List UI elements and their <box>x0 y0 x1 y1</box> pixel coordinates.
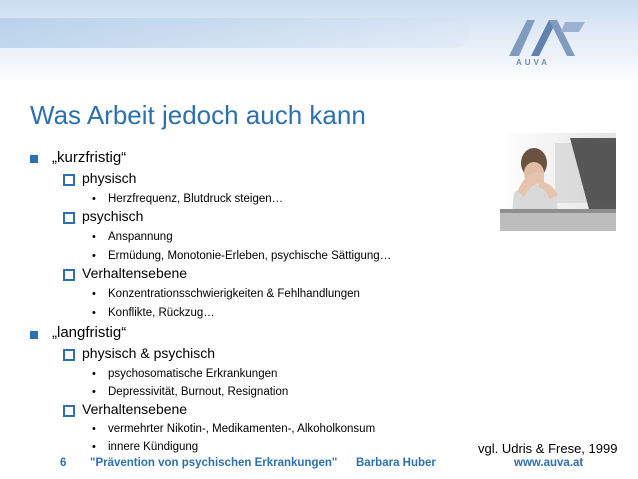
bullet-dot-icon: • <box>92 193 96 205</box>
hollow-square-icon <box>63 269 75 281</box>
detail-text: vermehrter Nikotin-, Medikamenten-, Alkoholkonsum <box>108 423 376 435</box>
logo-text: AUVA <box>516 58 551 67</box>
detail-text: Depressivität, Burnout, Resignation <box>108 386 289 398</box>
bullet-square-icon <box>30 331 38 339</box>
section-label: „langfristig“ <box>52 324 127 341</box>
item-label: physisch <box>82 170 137 186</box>
item-label: Verhaltensebene <box>82 265 188 281</box>
detail-text: innere Kündigung <box>108 441 199 453</box>
item-label: Verhaltensebene <box>82 401 188 417</box>
author: Barbara Huber <box>356 457 436 469</box>
page-number: 6 <box>60 457 67 469</box>
hollow-square-icon <box>63 174 75 186</box>
bullet-dot-icon: • <box>92 307 96 319</box>
hollow-square-icon <box>63 349 75 361</box>
bullet-dot-icon: • <box>92 441 96 453</box>
bullet-dot-icon: • <box>92 231 96 243</box>
detail-text: Herzfrequenz, Blutdruck steigen… <box>108 193 284 205</box>
item-label: psychisch <box>82 208 144 224</box>
item-label: physisch & psychisch <box>82 345 216 361</box>
detail-text: Ermüdung, Monotonie-Erleben, psychische Sättigung… <box>108 250 392 262</box>
bullet-dot-icon: • <box>92 288 96 300</box>
hollow-square-icon <box>63 405 75 417</box>
stressed-person-photo <box>500 133 616 231</box>
detail-text: Konflikte, Rückzug… <box>108 307 215 319</box>
hollow-square-icon <box>63 212 75 224</box>
bullet-dot-icon: • <box>92 386 96 398</box>
detail-text: Anspannung <box>108 231 173 243</box>
bullet-dot-icon: • <box>92 368 96 380</box>
talk-title: "Prävention von psychischen Erkrankungen" <box>90 457 338 469</box>
bullet-dot-icon: • <box>92 423 96 435</box>
section-label: „kurzfristig“ <box>52 149 127 166</box>
detail-text: psychosomatische Erkrankungen <box>108 368 278 380</box>
website-link[interactable]: www.auva.at <box>514 457 584 469</box>
bullet-square-icon <box>30 155 38 163</box>
bullet-dot-icon: • <box>92 250 96 262</box>
detail-text: Konzentrationsschwierigkeiten & Fehlhandlungen <box>108 288 360 300</box>
citation: vgl. Udris & Frese, 1999 <box>478 441 618 456</box>
slide-title: Was Arbeit jedoch auch kann <box>30 100 366 130</box>
